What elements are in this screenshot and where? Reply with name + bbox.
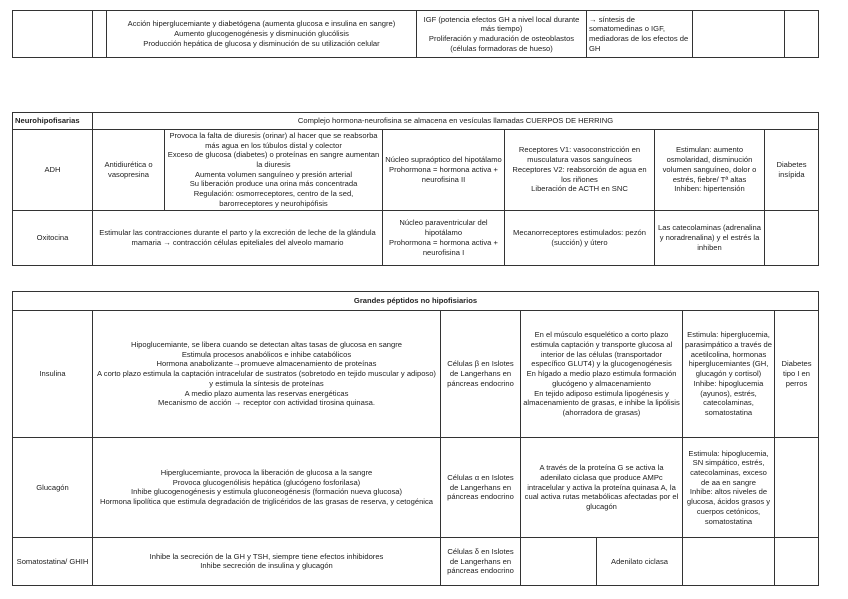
table-row (13, 129, 819, 210)
hormone-name: Glucagón (13, 437, 93, 537)
hormone-regulation: Estimulan: aumento osmolaridad, disminución volumen sanguíneo, dolor o estrés, fiebre/ Tª altas Inhiben: hipertensión (655, 129, 765, 210)
table-row (13, 537, 819, 585)
hormone-cells: Células β en Islotes de Langerhans en páncreas endocrino (441, 310, 521, 437)
neurohypophysis-table (12, 112, 819, 266)
hormone-cells: Células δ en Islotes de Langerhans en páncreas endocrino (441, 537, 521, 585)
hormone-cells: Células α en Islotes de Langerhans en páncreas endocrino (441, 437, 521, 537)
hormone-origin: Núcleo supraóptico del hipotálamo Prohormona = hormona activa + neurofisina II (383, 129, 505, 210)
table-row (13, 210, 819, 265)
hormone-actions: Inhibe la secreción de la GH y TSH, siempre tiene efectos inhibidores Inhibe secreción de insulina y glucagón (93, 537, 441, 585)
hormone-origin: Núcleo paraventricular del hipotálamo Prohormona = hormona activa + neurofisina I (383, 210, 505, 265)
hormone-effects: En el músculo esquelético a corto plazo estimula captación y transporte glucosa al interior de las células (transportador específico GLUT4) y la glucogenogénesis En hígado a medio plazo estimula formación glucógeno y almacenamiento En tejido adiposo estimula lipogénesis y almacenamiento de grasas, e inhibe la lipólisis (ahorradora de grasas) (521, 310, 683, 437)
hormone-actions: Estimular las contracciones durante el parto y la excreción de leche de la glándula mamaria → contracción células epiteliales del alveolo mamario (93, 210, 383, 265)
table-row (13, 437, 819, 537)
peptides-table (12, 291, 819, 586)
gh-receptors-cell: → síntesis de somatomedinas o IGF, mediadoras de los efectos de GH (587, 11, 693, 58)
hormone-pathology: Diabetes tipo I en perros (775, 310, 819, 437)
hormone-pathology (765, 210, 819, 265)
table-header-row (13, 113, 819, 130)
hormone-actions: Hiperglucemiante, provoca la liberación de glucosa a la sangre Provoca glucogenólisis hepática (glucógeno fosforilasa) Inhibe glucogenogénesis y estimula gluconeogénesis (formación nueva glucosa) Hormona lipolítica que estimula degradación de triglicéridos de las grasas de reserva, y cetogénica (93, 437, 441, 537)
hormone-effects: A través de la proteína G se activa la adenilato ciclasa que produce AMPc intracelular y activa la proteína quinasa A, la cual activa rutas metabólicas afectadas por el glucagón (521, 437, 683, 537)
hormone-actions: Provoca la falta de diuresis (orinar) al hacer que se reabsorba más agua en los túbulos distal y colector Exceso de glucosa (diabetes) o proteínas en sangre aumentan la diuresis Aumenta volumen sanguíneo y presión arterial Su liberación produce una orina más concentrada Regulación: osmorreceptores, centro de la sed, barorreceptores y neurohipófisis (165, 129, 383, 210)
table-row (13, 11, 819, 58)
empty-cell (775, 537, 819, 585)
gh-actions-cell: Acción hiperglucemiante y diabetógena (aumenta glucosa e insulina en sangre) Aumento glucogenogénesis y disminución glucólisis Producción hepática de glucosa y disminución de su utilización celular (107, 11, 417, 58)
hormone-regulation: Estimula: hiperglucemia, parasimpático a través de acetilcolina, hormonas hiperglucemiantes (GH, glucagón y cortisol) Inhibe: hipoglucemia (ayunos), estrés, catecolaminas, somatostatina (683, 310, 775, 437)
hormone-pathology (775, 437, 819, 537)
hormone-receptors: Mecanorreceptores estimulados: pezón (succión) y útero (505, 210, 655, 265)
hormone-regulation: Estimula: hipoglucemia, SN simpático, estrés, catecolaminas, exceso de aa en sangre Inhibe: altos niveles de glucosa, ácidos grasos y cuerpos cetónicos, somatostatina (683, 437, 775, 537)
hormone-receptors: Receptores V1: vasoconstricción en musculatura vasos sanguíneos Receptores V2: reabsorción de agua en los riñones Liberación de ACTH en SNC (505, 129, 655, 210)
empty-cell (693, 11, 785, 58)
empty-cell (13, 11, 93, 58)
section-title: Complejo hormona-neurofisina se almacena en vesículas llamadas CUERPOS DE HERRING (93, 113, 819, 130)
section-title: Grandes péptidos no hipofisiarios (13, 292, 819, 311)
hormone-name: Oxitocina (13, 210, 93, 265)
hormone-pathology: Diabetes insípida (765, 129, 819, 210)
empty-cell (683, 537, 775, 585)
hormone-name: Insulina (13, 310, 93, 437)
gh-mechanism-cell: IGF (potencia efectos GH a nivel local durante más tiempo) Proliferación y maduración de osteoblastos (células formadoras de hueso) (417, 11, 587, 58)
section-label: Neurohipofisarias (13, 113, 93, 130)
empty-cell (785, 11, 819, 58)
hormone-regulation: Las catecolaminas (adrenalina y noradrenalina) y el estrés la inhiben (655, 210, 765, 265)
hormone-name: ADH (13, 129, 93, 210)
table-row (13, 310, 819, 437)
gh-continuation-table (12, 10, 819, 58)
empty-cell (521, 537, 597, 585)
hormone-name: Somatostatina/ GHIH (13, 537, 93, 585)
hormone-alias: Antidiurética o vasopresina (93, 129, 165, 210)
hormone-mechanism: Adenilato ciclasa (597, 537, 683, 585)
empty-cell (93, 11, 107, 58)
hormone-actions: Hipoglucemiante, se libera cuando se detectan altas tasas de glucosa en sangre Estimula procesos anabólicos e inhibe catabólicos Hormona anabolizante→promueve almacenamiento de proteínas A corto plazo estimula la captación intracelular de sustratos (sobretodo en tejido muscular y adiposo) y estimula la síntesis de proteínas A medio plazo aumenta las reservas energéticas Mecanismo de acción → receptor con actividad tirosina quinasa. (93, 310, 441, 437)
table-header-row (13, 292, 819, 311)
